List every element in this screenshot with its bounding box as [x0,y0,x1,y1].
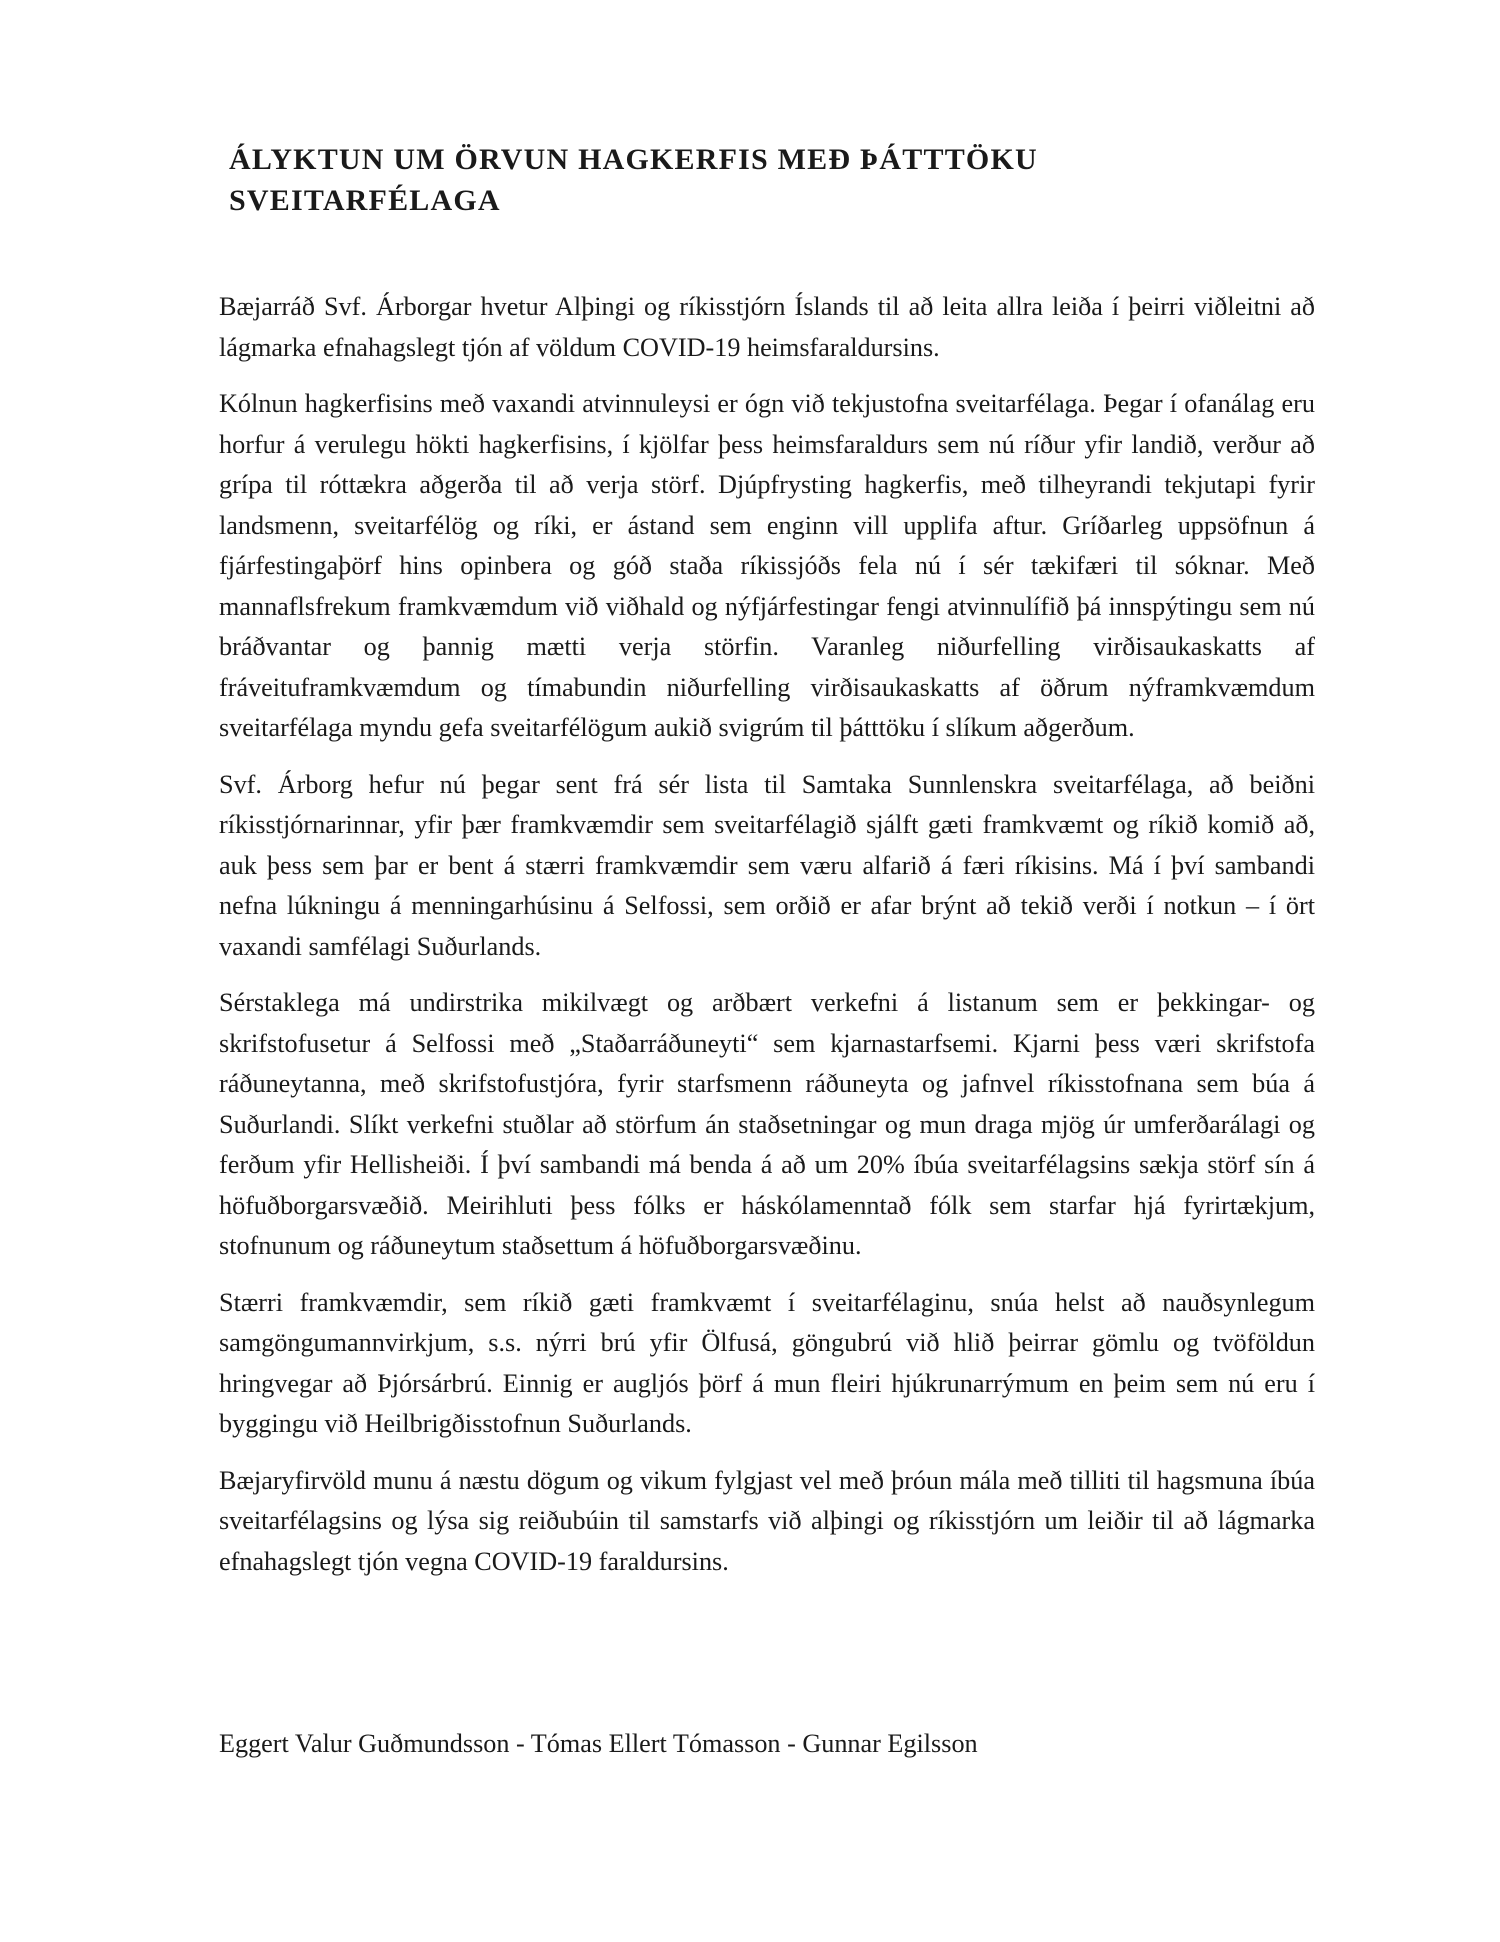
paragraph-1: Bæjarráð Svf. Árborgar hvetur Alþingi og ríkisstjórn Íslands til að leita allra leiða í þeirri viðleitni að lágmarka efnahagslegt tjón af völdum COVID-19 heimsfaraldursins. [219,292,1315,362]
document-title [229,139,1229,221]
signature-line: Eggert Valur Guðmundsson - Tómas Ellert Tómasson - Gunnar Egilsson [219,1729,978,1758]
paragraph-6: Bæjaryfirvöld munu á næstu dögum og vikum fylgjast vel með þróun mála með tilliti til hagsmuna íbúa sveitarfélagsins og lýsa sig reiðubúin til samstarfs við alþingi og ríkisstjórn um leiðir til að lágmarka efnahagslegt tjón vegna COVID-19 faraldursins. [219,1465,1315,1576]
document-body [219,287,1315,1598]
paragraph-2: Kólnun hagkerfisins með vaxandi atvinnuleysi er ógn við tekjustofna sveitarfélaga. Þegar í ofanálag eru horfur á verulegu hökti hagkerfisins, í kjölfar þess heimsfaraldurs sem nú ríður yfir landið, verður að grípa til róttækra aðgerða til að verja störf. Djúpfrysting hagkerfis, með tilheyrandi tekjutapi fyrir landsmenn, sveitarfélög og ríki, er ástand sem enginn vill upplifa aftur. Gríðarleg uppsöfnun á fjárfestingaþörf hins opinbera og góð staða ríkissjóðs fela nú í sér tækifæri til sóknar. Með mannaflsfrekum framkvæmdum við viðhald og nýfjárfestingar fengi atvinnulífið þá innspýtingu sem nú bráðvantar og þannig mætti verja störfin. Varanleg niðurfelling virðisaukaskatts af fráveituframkvæmdum og tímabundin niðurfelling virðisaukaskatts af öðrum nýframkvæmdum sveitarfélaga myndu gefa sveitarfélögum aukið svigrúm til þátttöku í slíkum aðgerðum. [219,389,1315,742]
title-line-2: SVEITARFÉLAGA [229,184,501,217]
paragraph-3: Svf. Árborg hefur nú þegar sent frá sér lista til Samtaka Sunnlenskra sveitarfélaga, að beiðni ríkisstjórnarinnar, yfir þær framkvæmdir sem sveitarfélagið sjálft gæti framkvæmt og ríkið komið að, auk þess sem þar er bent á stærri framkvæmdir sem væru alfarið á færi ríkisins. Má í því sambandi nefna lúkningu á menningarhúsinu á Selfossi, sem orðið er afar brýnt að tekið verði í notkun – í ört vaxandi samfélagi Suðurlands. [219,769,1315,961]
paragraph-5: Stærri framkvæmdir, sem ríkið gæti framkvæmt í sveitarfélaginu, snúa helst að nauðsynlegum samgöngumannvirkjum, s.s. nýrri brú yfir Ölfusá, göngubrú við hlið þeirrar gömlu og tvöföldun hringvegar að Þjórsárbrú. Einnig er augljós þörf á mun fleiri hjúkrunarrýmum en þeim sem nú eru í byggingu við Heilbrigðisstofnun Suðurlands. [219,1287,1315,1438]
title-line-1: ÁLYKTUN UM ÖRVUN HAGKERFIS MEÐ ÞÁTTTÖKU [229,143,1038,176]
paragraph-4: Sérstaklega má undirstrika mikilvægt og arðbært verkefni á listanum sem er þekkingar- og skrifstofusetur á Selfossi með „Staðarráðuneyti“ sem kjarnastarfsemi. Kjarni þess væri skrifstofa ráðuneytanna, með skrifstofustjóra, fyrir starfsmenn ráðuneyta og jafnvel ríkisstofnana sem búa á Suðurlandi. Slíkt verkefni stuðlar að störfum án staðsetningar og mun draga mjög úr umferðarálagi og ferðum yfir Hellisheiði. Í því sambandi má benda á að um 20% íbúa sveitarfélagsins sækja störf sín á höfuðborgarsvæðið. Meirihluti þess fólks er háskólamenntað fólk sem starfar hjá fyrirtækjum, stofnunum og ráðuneytum staðsettum á höfuðborgarsvæðinu. [219,988,1315,1260]
